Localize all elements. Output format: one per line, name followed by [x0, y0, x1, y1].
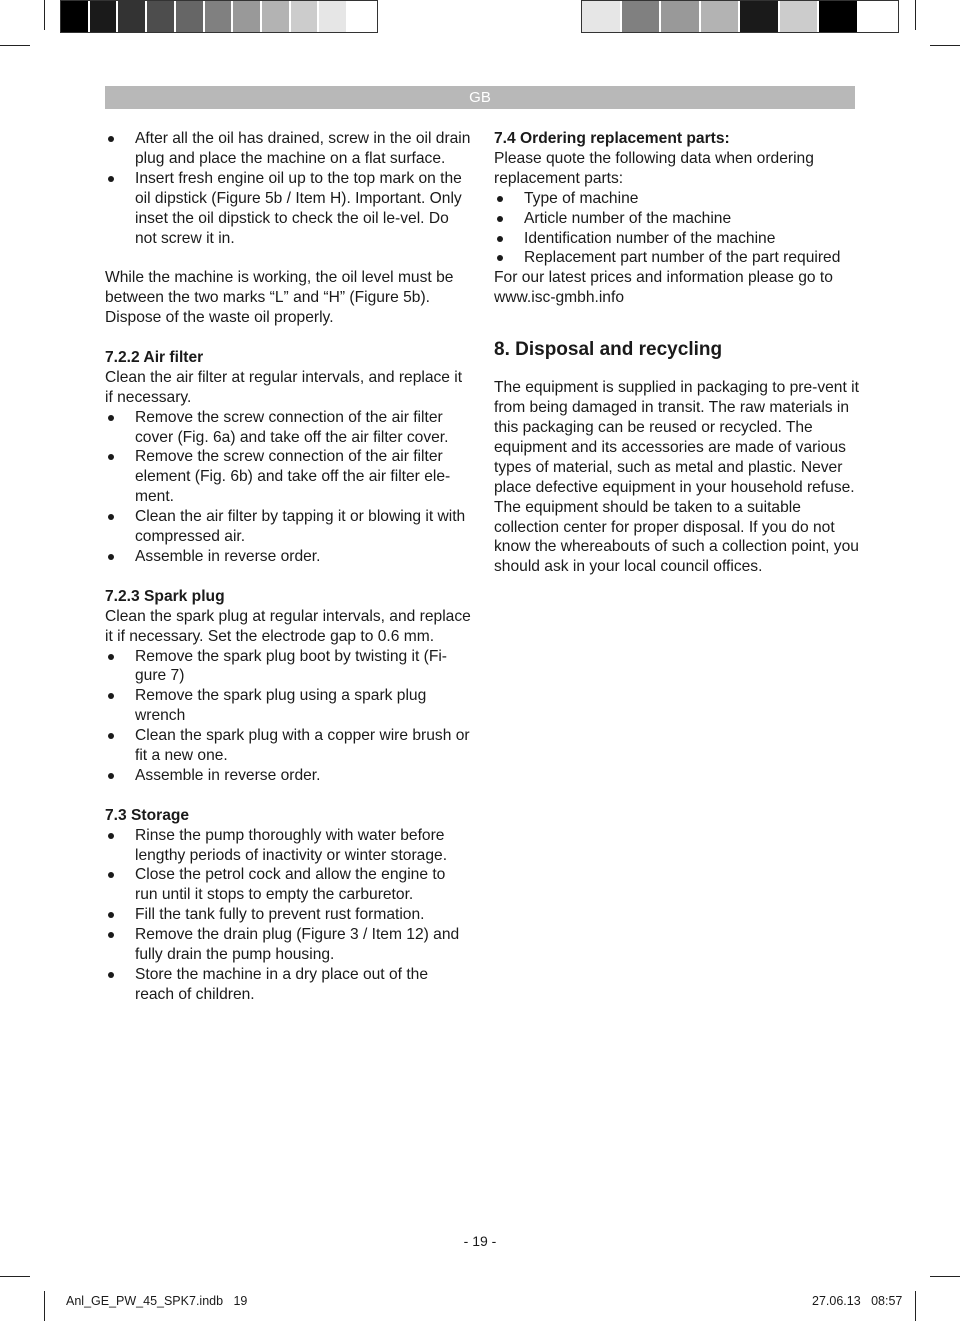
color-swatch [176, 1, 205, 32]
color-swatch [661, 1, 701, 32]
crop-mark [44, 1291, 45, 1321]
color-swatch [147, 1, 176, 32]
list-item: After all the oil has drained, screw in the oil drain plug and place the machine on a flat surface. [105, 129, 471, 169]
spark-plug-intro: Clean the spark plug at regular intervals, and replace it if necessary. Set the electrode gap to 0.6 mm. [105, 607, 471, 645]
color-swatch [859, 1, 899, 32]
crop-mark [0, 1276, 30, 1277]
air-filter-heading: 7.2.2 Air filter [105, 348, 204, 366]
crop-mark [915, 1291, 916, 1321]
list-item: Insert fresh engine oil up to the top mark on the oil dipstick (Figure 5b / Item H). Important. Only inset the oil dipstick to check the oil le-vel. Do not screw it in. [105, 169, 471, 249]
list-item: Clean the air filter by tapping it or blowing it with compressed air. [105, 507, 471, 547]
list-item: Fill the tank fully to prevent rust formation. [105, 905, 471, 925]
disposal-heading: 8. Disposal and recycling [494, 339, 723, 361]
crop-mark [930, 45, 960, 46]
oil-change-list [105, 129, 471, 248]
list-item: Remove the spark plug using a spark plug wrench [105, 686, 471, 726]
color-swatch [348, 1, 377, 32]
ordering-list [494, 189, 860, 269]
color-swatch [319, 1, 348, 32]
left-column [105, 129, 471, 1005]
color-swatch [262, 1, 291, 32]
list-item: Assemble in reverse order. [105, 547, 471, 567]
list-item: Rinse the pump thoroughly with water before lengthy periods of inactivity or winter storage. [105, 826, 471, 866]
color-swatch [582, 1, 622, 32]
crop-mark [44, 0, 45, 30]
list-item: Identification number of the machine [494, 229, 860, 249]
color-swatch [233, 1, 262, 32]
crop-mark [0, 45, 30, 46]
crop-mark [930, 1276, 960, 1277]
right-column [494, 129, 860, 577]
footer-timestamp: 27.06.13 08:57 [812, 1294, 903, 1308]
color-swatch [622, 1, 662, 32]
color-swatch [780, 1, 820, 32]
page-number: - 19 - [463, 1233, 497, 1249]
color-swatch [291, 1, 320, 32]
color-swatch [90, 1, 119, 32]
spark-plug-list [105, 647, 471, 786]
list-item: Article number of the machine [494, 209, 860, 229]
disposal-paragraph: The equipment is supplied in packaging to pre-vent it from being damaged in transit. The raw materials in this packaging can be reused or recycled. The equipment and its accessories are made of various types of material, such as metal and plastic. Never place defective equipment in your household refuse. The equipment should be taken to a suitable collection center for proper disposal. If you do not know the whereabouts of such a collection point, you should ask in your local council offices. [494, 379, 859, 576]
storage-heading: 7.3 Storage [105, 806, 190, 824]
list-item: Remove the drain plug (Figure 3 / Item 12) and fully drain the pump housing. [105, 925, 471, 965]
color-bar-left [60, 0, 378, 33]
list-item: Replacement part number of the part required [494, 248, 860, 268]
spark-plug-heading: 7.2.3 Spark plug [105, 587, 225, 605]
color-swatch [61, 1, 90, 32]
list-item: Close the petrol cock and allow the engine to run until it stops to empty the carburetor. [105, 865, 471, 905]
storage-list [105, 826, 471, 1005]
color-swatch [205, 1, 234, 32]
oil-level-paragraph: While the machine is working, the oil level must be between the two marks “L” and “H” (Figure 5b). Dispose of the waste oil properly. [105, 269, 454, 327]
crop-mark [915, 0, 916, 30]
language-label: GB [469, 89, 491, 106]
list-item: Clean the spark plug with a copper wire brush or fit a new one. [105, 726, 471, 766]
list-item: Remove the screw connection of the air filter element (Fig. 6b) and take off the air filter ele-ment. [105, 447, 471, 507]
list-item: Store the machine in a dry place out of the reach of children. [105, 965, 471, 1005]
list-item: Type of machine [494, 189, 860, 209]
list-item: Remove the screw connection of the air filter cover (Fig. 6a) and take off the air filter cover. [105, 408, 471, 448]
ordering-intro: Please quote the following data when ordering replacement parts: [494, 149, 814, 187]
color-swatch [819, 1, 859, 32]
air-filter-intro: Clean the air filter at regular intervals, and replace it if necessary. [105, 368, 463, 406]
color-swatch [118, 1, 147, 32]
ordering-outro: For our latest prices and information please go to www.isc-gmbh.info [494, 269, 833, 307]
list-item: Assemble in reverse order. [105, 766, 471, 786]
color-bar-right [581, 0, 899, 33]
footer-file-label: Anl_GE_PW_45_SPK7.indb 19 [66, 1294, 248, 1308]
list-item: Remove the spark plug boot by twisting it (Fi-gure 7) [105, 647, 471, 687]
color-swatch [701, 1, 741, 32]
air-filter-list [105, 408, 471, 567]
color-swatch [740, 1, 780, 32]
ordering-heading: 7.4 Ordering replacement parts: [494, 130, 730, 147]
